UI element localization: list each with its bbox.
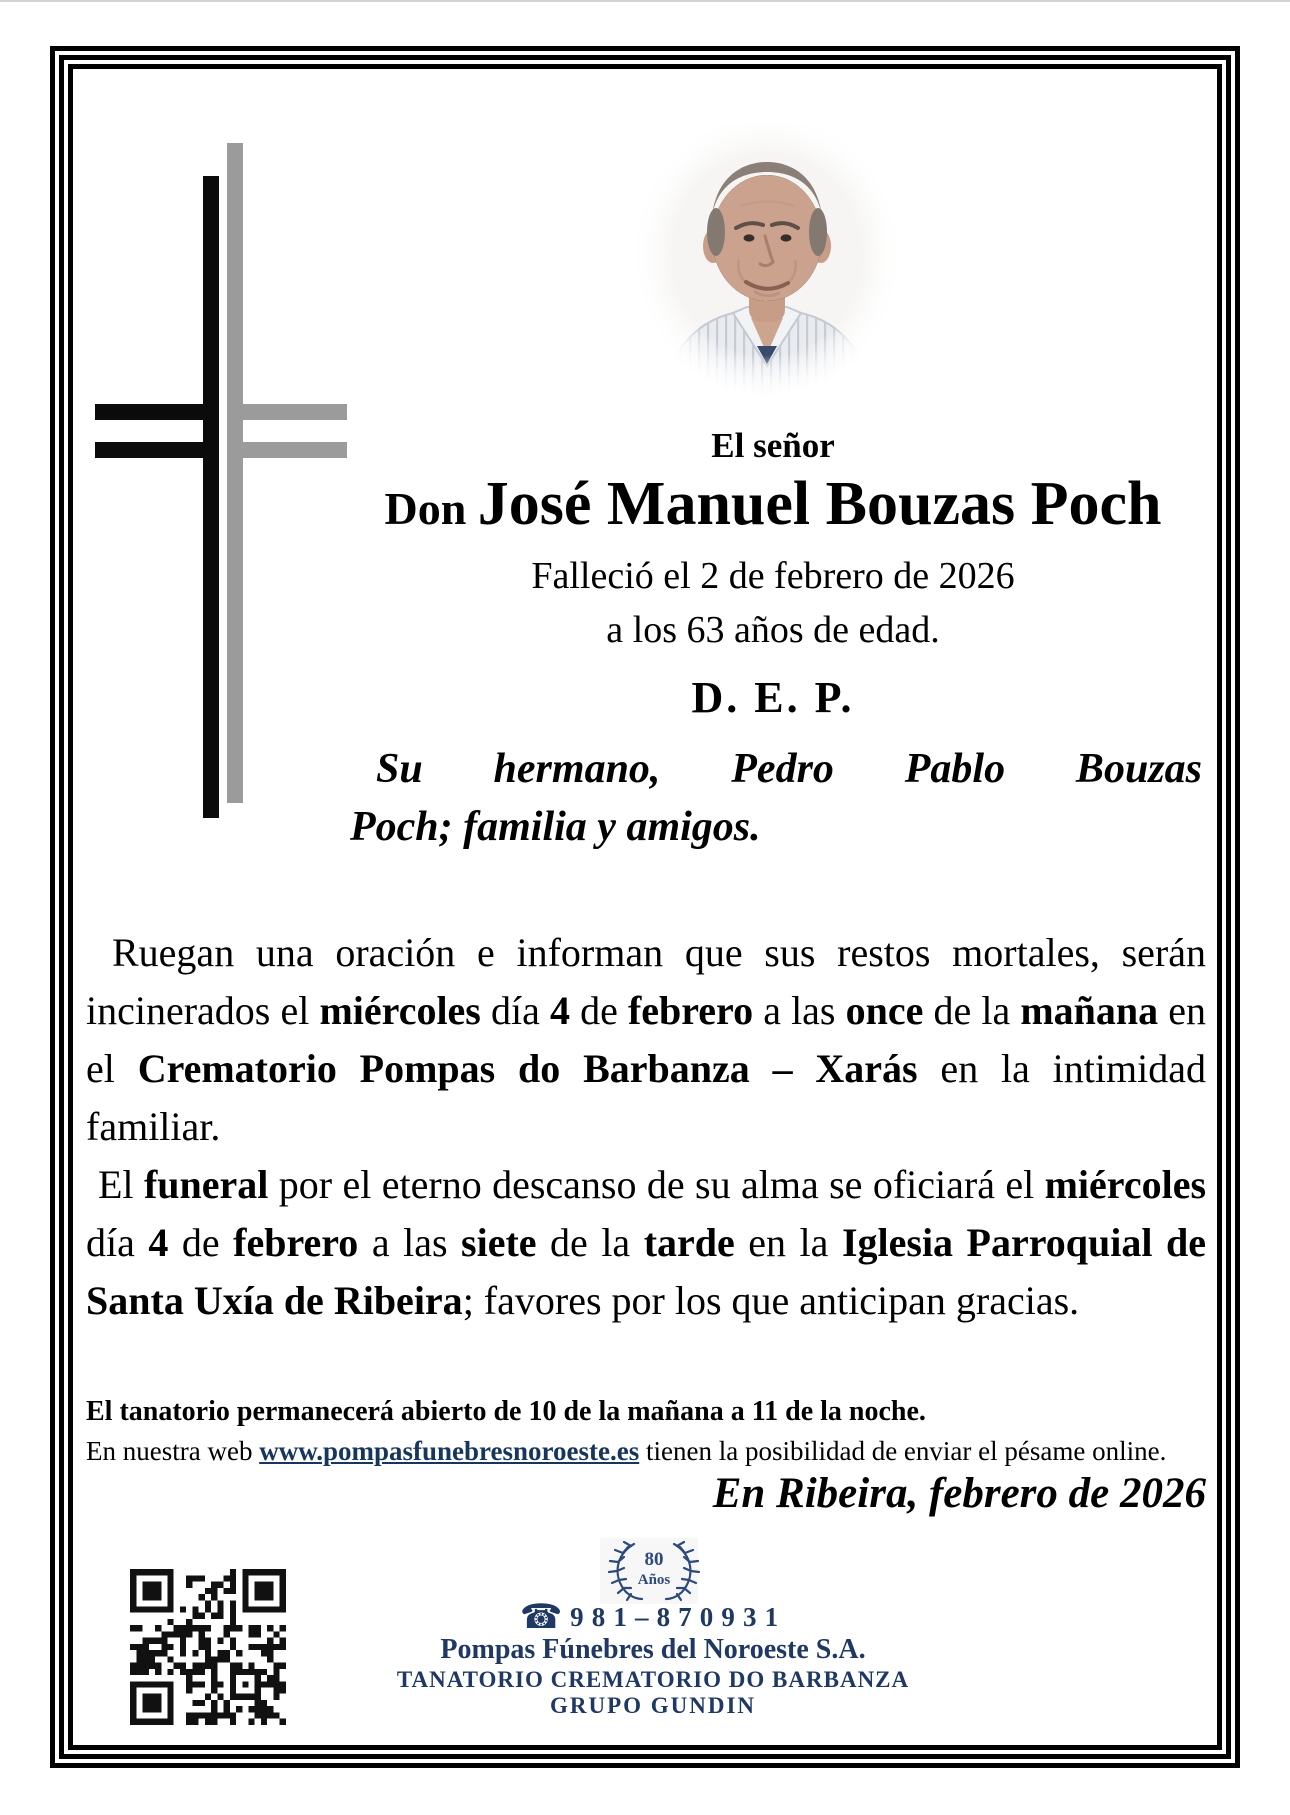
cross-vertical-gray xyxy=(227,143,243,803)
80-years-laurel-logo xyxy=(598,1538,710,1604)
cross-arm-bottom-gray xyxy=(227,442,347,458)
dedication-line-1: Su hermano, Pedro Pablo Bouzas xyxy=(376,746,1202,792)
anniversary-number-glyph: 80 xyxy=(644,1549,664,1570)
anniversary-word-glyph: Años xyxy=(637,1572,671,1588)
group-name: GRUPO GUNDIN xyxy=(549,1693,757,1718)
age-line: a los 63 años de edad. xyxy=(606,609,940,651)
pretitle: El señor xyxy=(711,426,835,465)
dedication xyxy=(350,740,1202,856)
telephone-icon: ☎ xyxy=(519,1597,563,1637)
deceased-name-line xyxy=(340,468,1206,545)
web-condolence-line xyxy=(86,1434,1206,1468)
heading-block xyxy=(340,424,1206,725)
web-line-suffix: tienen la posibilidad de enviar el pésame online. xyxy=(639,1436,1167,1466)
tanatorio-notice: El tanatorio permanecerá abierto de 10 de la mañana a 11 de la noche. xyxy=(86,1396,926,1427)
dedication-line-2: Poch; familia y amigos. xyxy=(350,804,761,850)
dep-abbreviation: D. E. P. xyxy=(691,673,855,722)
cross-arm-top-gray xyxy=(227,404,347,420)
funeral-company-name: Pompas Fúnebres del Noroeste S.A. xyxy=(440,1634,866,1665)
funeral-paragraph: El funeral por el eterno descanso de su alma se oficiará el miércoles día 4 de febrero a las siete de la tarde en la Iglesia Parroquial de Santa Uxía de Ribeira; favores por los que anticipan gracias. xyxy=(86,1162,1207,1323)
deceased-name: José Manuel Bouzas Poch xyxy=(477,470,1162,538)
qr-code xyxy=(127,1566,289,1728)
closing-place-date: En Ribeira, febrero de 2026 xyxy=(712,1470,1206,1517)
cremation-paragraph: Ruegan una oración e informan que sus restos mortales, serán incinerados el miércoles día 4 de febrero a las once de la mañana en el Crematorio Pompas do Barbanza – Xarás en la intimidad familiar. xyxy=(86,930,1207,1149)
name-prefix: Don xyxy=(384,483,478,534)
cross-vertical-black xyxy=(203,176,219,818)
death-date-line: Falleció el 2 de febrero de 2026 xyxy=(531,555,1015,597)
cross-arm-top-black xyxy=(95,404,219,420)
crematorium-name: TANATORIO CREMATORIO DO BARBANZA xyxy=(396,1667,910,1692)
web-line-prefix: En nuestra web xyxy=(86,1436,260,1466)
deceased-photo xyxy=(633,124,901,408)
page-top-edge xyxy=(0,0,1290,2)
cross-arm-bottom-black xyxy=(95,442,219,458)
website-link[interactable]: www.pompasfunebresnoroeste.es xyxy=(259,1436,640,1466)
phone-number: 981–870931 xyxy=(570,1601,787,1632)
